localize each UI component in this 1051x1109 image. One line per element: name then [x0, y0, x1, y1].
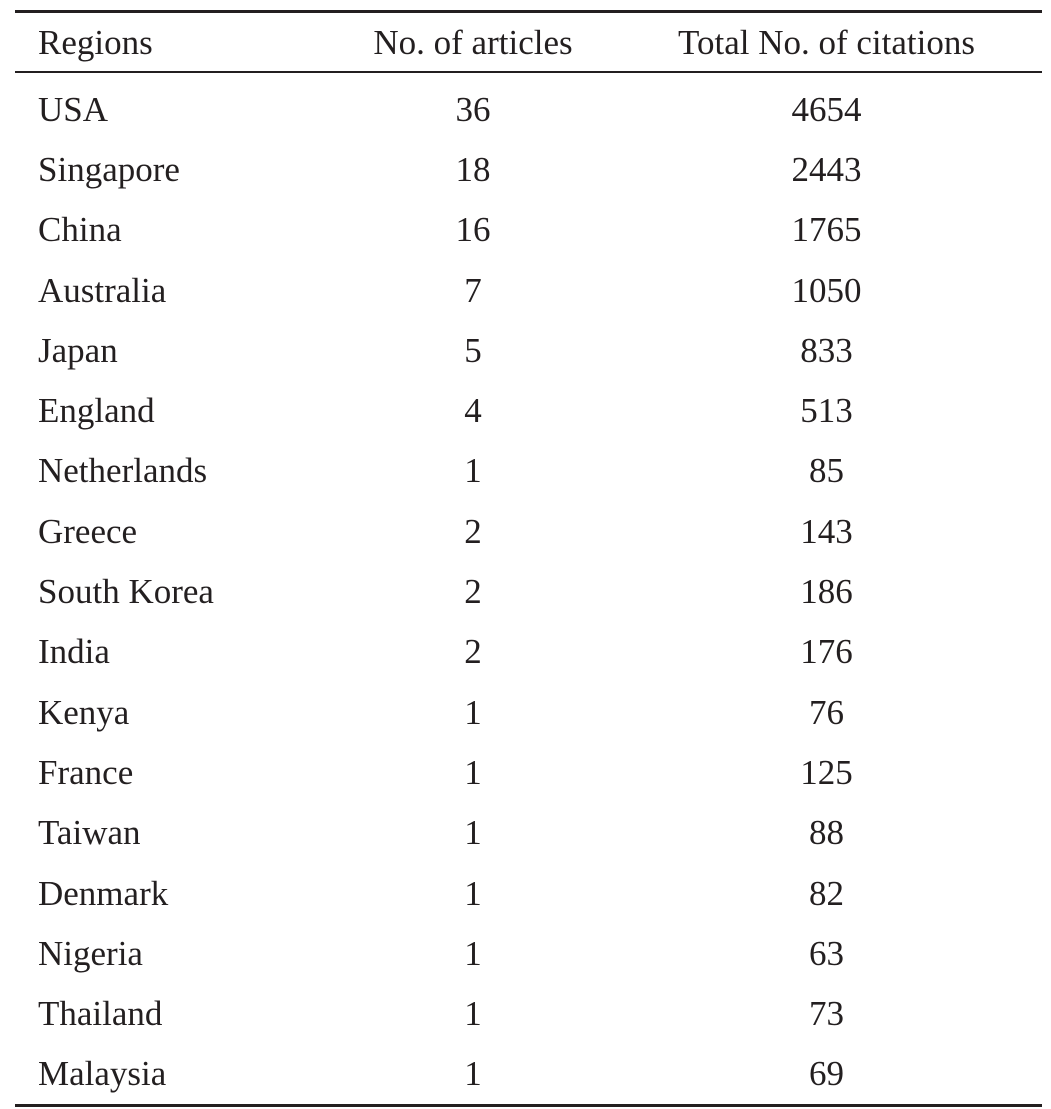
cell-region: South Korea: [38, 572, 214, 612]
cell-citations: 82: [809, 873, 844, 913]
header-citations: Total No. of citations: [678, 22, 975, 62]
cell-region: England: [38, 391, 155, 431]
table-row: [15, 561, 1042, 621]
cell-citations: 176: [800, 632, 853, 672]
table-row: [15, 803, 1042, 863]
cell-region: Netherlands: [38, 451, 208, 491]
cell-articles: 2: [464, 632, 482, 672]
cell-articles: 1: [464, 873, 482, 913]
cell-citations: 85: [809, 451, 844, 491]
table-row: [15, 1044, 1042, 1104]
cell-articles: 2: [464, 511, 482, 551]
table-row: [15, 260, 1042, 320]
cell-region: Denmark: [38, 873, 169, 913]
cell-citations: 1050: [791, 270, 862, 310]
cell-region: Taiwan: [38, 813, 141, 853]
cell-region: Kenya: [38, 692, 130, 732]
cell-articles: 1: [464, 752, 482, 792]
cell-articles: 16: [455, 210, 491, 250]
citations-table: [15, 10, 1042, 1107]
cell-citations: 2443: [791, 149, 862, 189]
cell-citations: 513: [800, 391, 853, 431]
cell-articles: 2: [464, 572, 482, 612]
table-row: [15, 200, 1042, 260]
cell-region: Malaysia: [38, 1054, 167, 1094]
cell-articles: 1: [464, 451, 482, 491]
header-regions: Regions: [38, 22, 153, 62]
cell-region: France: [38, 752, 134, 792]
table-row: [15, 380, 1042, 440]
table-row: [15, 742, 1042, 802]
table-row: [15, 79, 1042, 139]
cell-region: USA: [38, 89, 109, 129]
cell-articles: 1: [464, 933, 482, 973]
cell-citations: 76: [809, 692, 844, 732]
cell-articles: 1: [464, 994, 482, 1034]
table-row: [15, 682, 1042, 742]
table-row: [15, 863, 1042, 923]
cell-articles: 1: [464, 692, 482, 732]
table-row: [15, 139, 1042, 199]
table-row: [15, 501, 1042, 561]
cell-articles: 1: [464, 1054, 482, 1094]
table-header-row: [15, 13, 1042, 71]
cell-region: Australia: [38, 270, 167, 310]
cell-citations: 833: [800, 330, 853, 370]
cell-citations: 63: [809, 933, 844, 973]
cell-articles: 1: [464, 813, 482, 853]
cell-citations: 69: [809, 1054, 844, 1094]
cell-articles: 5: [464, 330, 482, 370]
cell-articles: 18: [455, 149, 491, 189]
cell-region: Japan: [38, 330, 118, 370]
table-row: [15, 983, 1042, 1043]
cell-citations: 73: [809, 994, 844, 1034]
cell-citations: 125: [800, 752, 853, 792]
cell-articles: 36: [455, 89, 491, 129]
cell-region: Thailand: [38, 994, 163, 1034]
header-articles: No. of articles: [373, 22, 573, 62]
table-bottom-rule: [15, 1104, 1042, 1107]
table-row: [15, 622, 1042, 682]
cell-citations: 88: [809, 813, 844, 853]
cell-articles: 4: [464, 391, 482, 431]
cell-citations: 4654: [791, 89, 862, 129]
table-row: [15, 441, 1042, 501]
cell-region: Greece: [38, 511, 138, 551]
cell-citations: 1765: [791, 210, 862, 250]
cell-region: India: [38, 632, 110, 672]
cell-region: Singapore: [38, 149, 180, 189]
cell-citations: 186: [800, 572, 853, 612]
cell-region: China: [38, 210, 122, 250]
cell-articles: 7: [464, 270, 482, 310]
cell-citations: 143: [800, 511, 853, 551]
table-row: [15, 320, 1042, 380]
table-row: [15, 923, 1042, 983]
table-body: [15, 79, 1042, 1104]
cell-region: Nigeria: [38, 933, 143, 973]
